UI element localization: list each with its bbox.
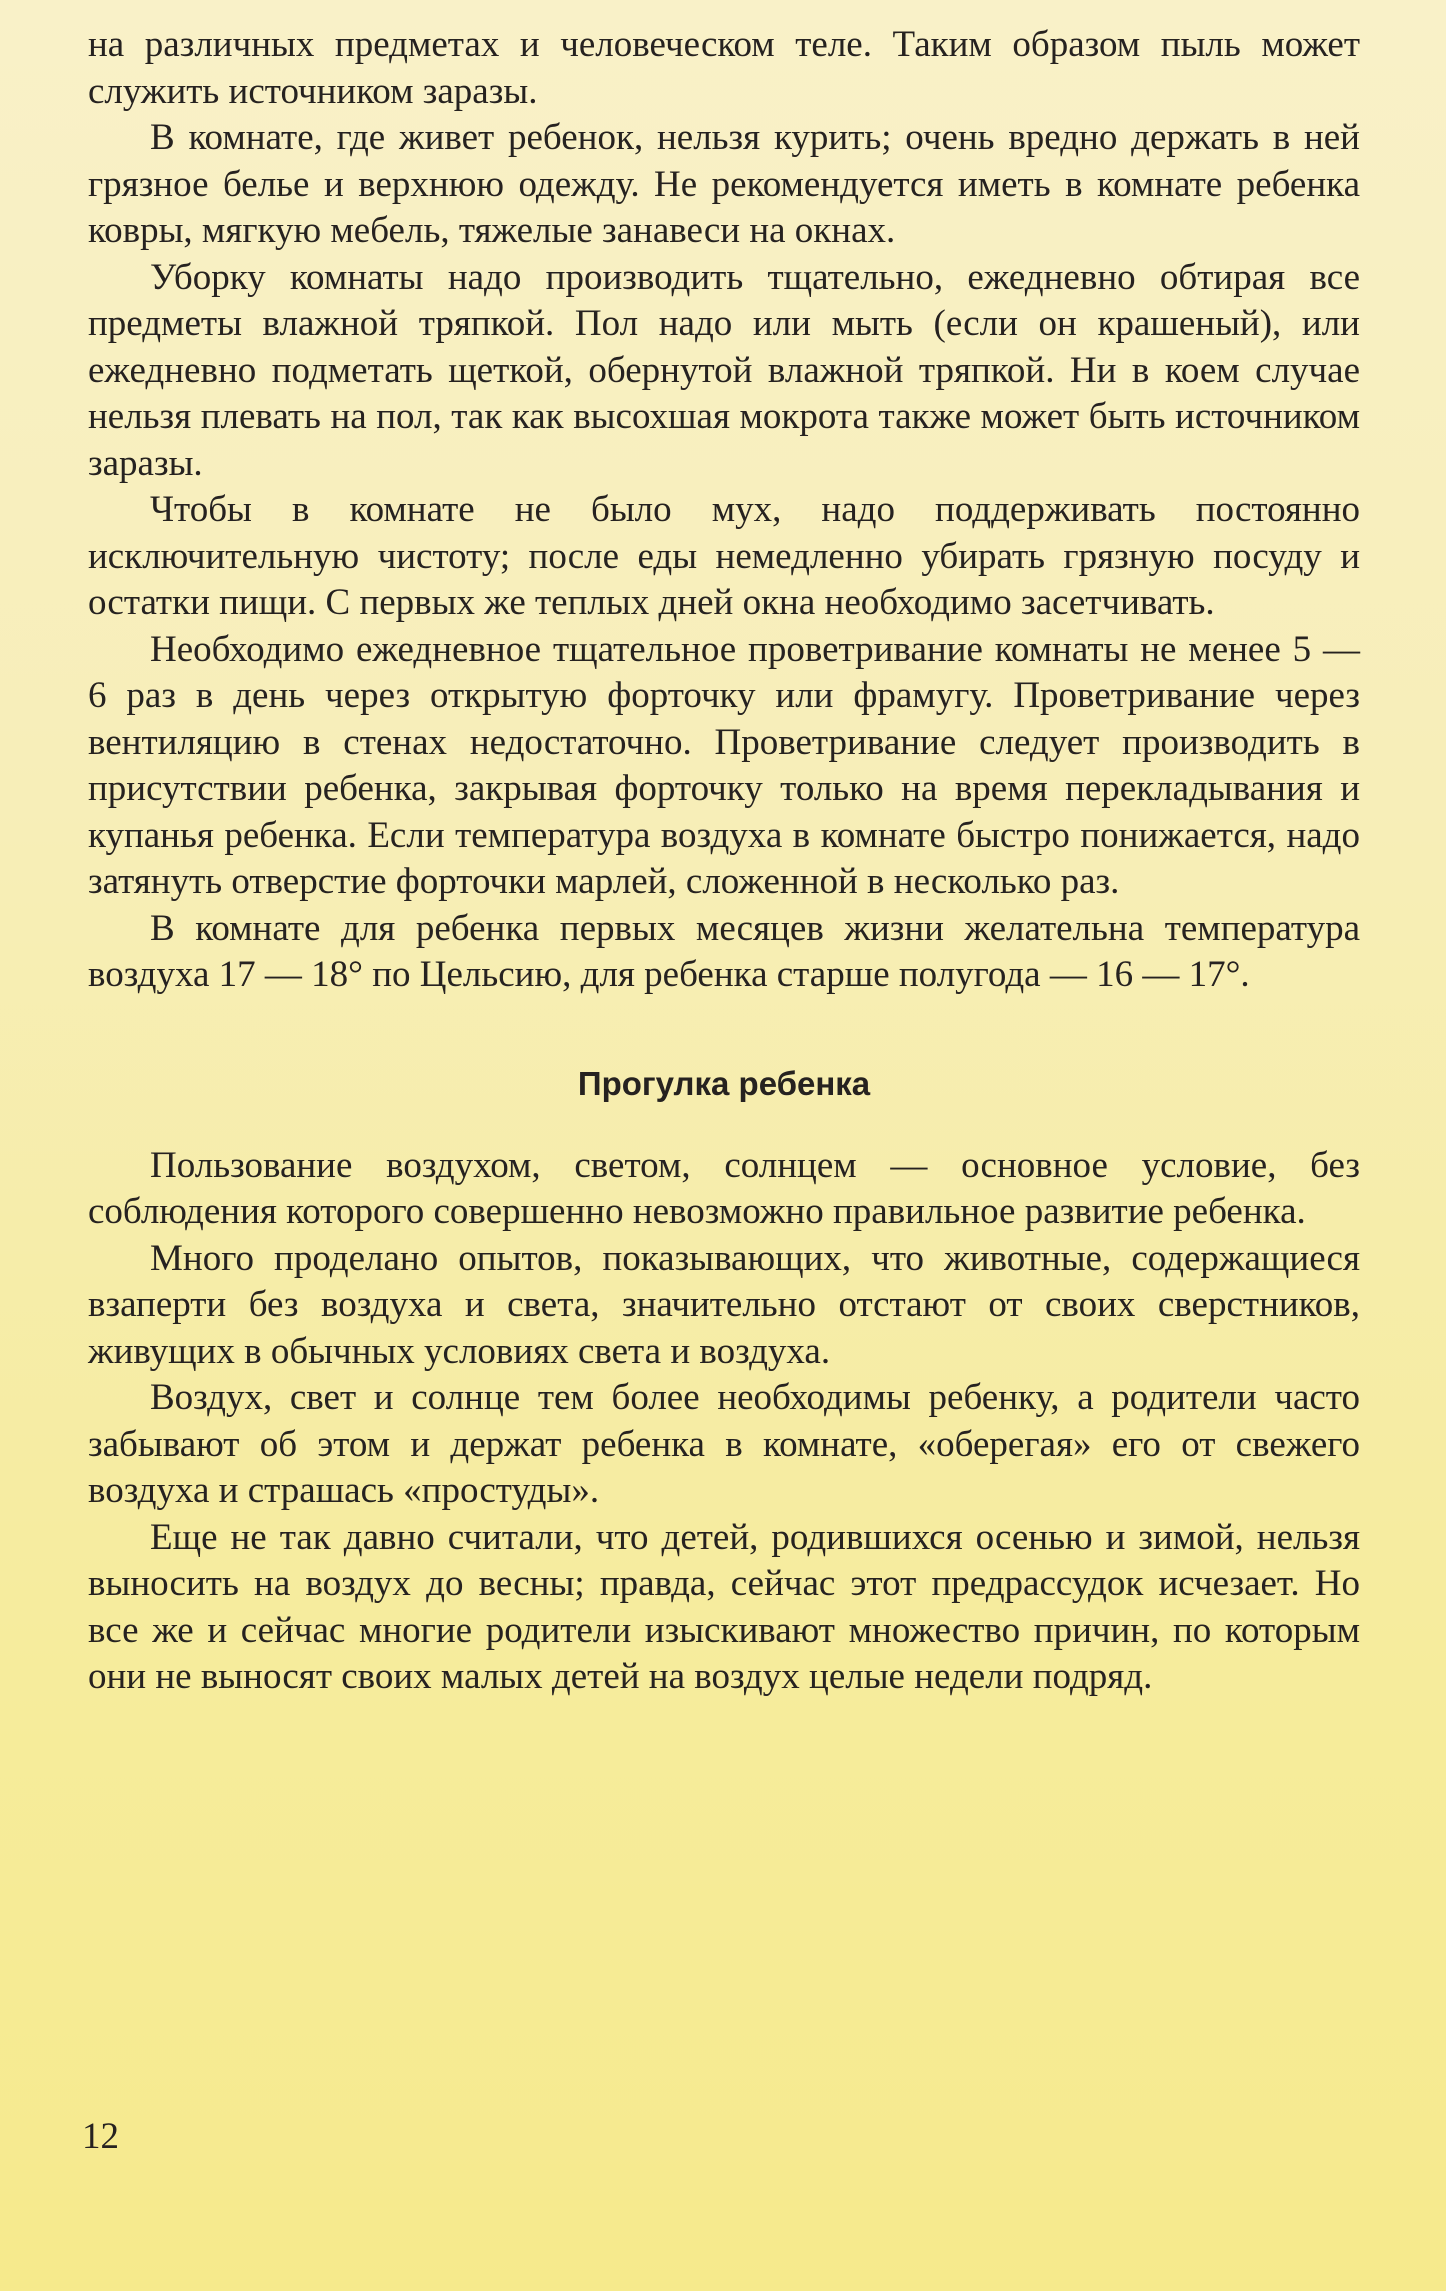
paragraph-prejudice: Еще не так давно считали, что детей, родившихся осенью и зимой, нельзя выносить на воздух до весны; правда, сейчас этот предрассудок исчезает. Но все же и сейчас многие родители изыскивают множество причин, по которым они не выносят своих малых детей на воздух целые недели подряд. (88, 1516, 1360, 1697)
section-heading: Прогулка ребенка (577, 1064, 871, 1102)
paragraph-temperature: В комнате для ребенка первых месяцев жизни желательна температура воздуха 17 — 18° по Цельсию, для ребенка старше полугода — 16 — 17°. (88, 907, 1360, 995)
paragraph-cleaning: Уборку комнаты надо производить тщательно, ежедневно обтирая все предметы влажной тряпкой. Пол надо или мыть (если он крашеный), или ежедневно подметать щеткой, обернутой влажной тряпкой. Ни в коем случае нельзя плевать на пол, так как высохшая мокрота также может быть источником заразы. (88, 256, 1360, 484)
paragraph-experiments: Много проделано опытов, показывающих, что животные, содержащиеся взаперти без воздуха и света, значительно отстают от своих сверстников, живущих в обычных условиях света и воздуха. (88, 1237, 1360, 1372)
paragraph-parents: Воздух, свет и солнце тем более необходимы ребенку, а родители часто забывают об этом и держат ребенка в комнате, «оберегая» его от свежего воздуха и страшась «простуды». (88, 1377, 1360, 1511)
paragraph-continuation: на различных предметах и человеческом теле. Таким образом пыль может служить источником заразы. (88, 24, 1360, 112)
paragraph-flies: Чтобы в комнате не было мух, надо поддерживать постоянно исключительную чистоту; после еды немедленно убирать грязную посуду и остатки пищи. С первых же теплых дней окна необходимо засетчивать. (88, 489, 1360, 623)
paragraph-room-conditions: В комнате, где живет ребенок, нельзя курить; очень вредно держать в ней грязное белье и верхнюю одежду. Не рекомендуется иметь в комнате ребенка ковры, мягкую мебель, тяжелые занавеси на окнах. (88, 117, 1360, 251)
paragraph-air-light: Пользование воздухом, светом, солнцем — основное условие, без соблюдения которого совершенно невозможно правильное развитие ребенка. (88, 1144, 1360, 1232)
page-body (88, 22, 1360, 1701)
paragraph-ventilation: Необходимо ежедневное тщательное проветривание комнаты не менее 5 — 6 раз в день через открытую форточку или фрамугу. Проветривание через вентиляцию в стенах недостаточно. Проветривание следует производить в присутствии ребенка, закрывая форточку только на время перекладывания и купанья ребенка. Если температура воздуха в комнате быстро понижается, надо затянуть отверстие форточки марлей, сложенной в несколько раз. (88, 628, 1360, 902)
page-number: 12 (82, 2116, 119, 2157)
